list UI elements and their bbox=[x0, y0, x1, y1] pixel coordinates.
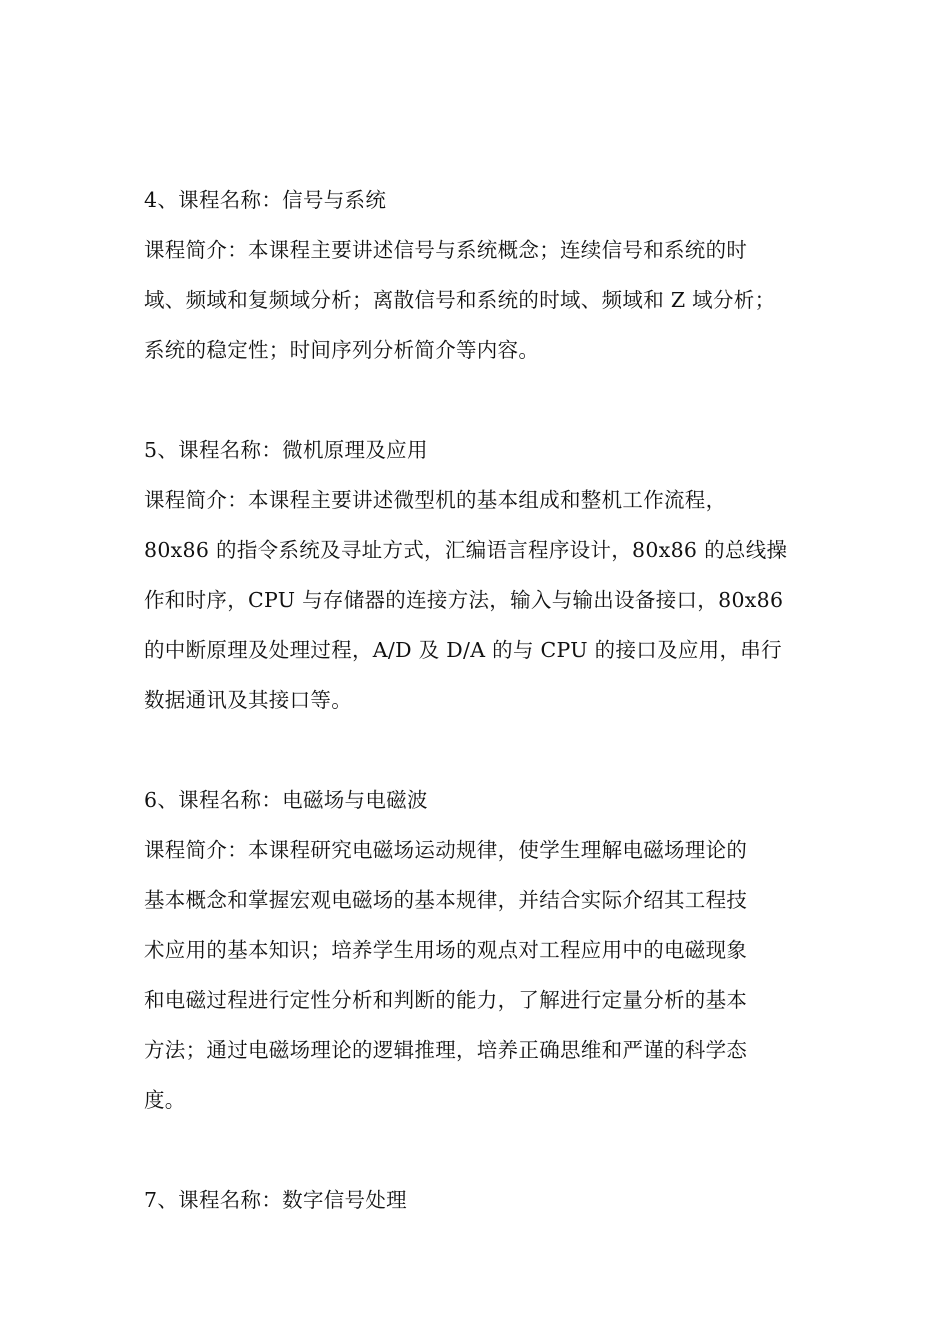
course-section-4 bbox=[144, 175, 824, 375]
course-description-line: 课程简介：本课程主要讲述微型机的基本组成和整机工作流程， bbox=[144, 488, 727, 512]
course-description-line: 课程简介：本课程主要讲述信号与系统概念；连续信号和系统的时 bbox=[144, 238, 748, 262]
document-page bbox=[144, 175, 824, 1275]
course-section-5 bbox=[144, 425, 824, 725]
course-description-line: 的中断原理及处理过程，A/D 及 D/A 的与 CPU 的接口及应用，串行 bbox=[144, 638, 782, 662]
course-description-line: 方法；通过电磁场理论的逻辑推理，培养正确思维和严谨的科学态 bbox=[144, 1038, 748, 1062]
course-description-line: 度。 bbox=[144, 1088, 186, 1112]
course-description-line: 数据通讯及其接口等。 bbox=[144, 688, 352, 712]
course-title: 5、课程名称：微机原理及应用 bbox=[144, 438, 428, 462]
course-description-line: 术应用的基本知识；培养学生用场的观点对工程应用中的电磁现象 bbox=[144, 938, 748, 962]
course-description-line: 基本概念和掌握宏观电磁场的基本规律，并结合实际介绍其工程技 bbox=[144, 888, 748, 912]
course-section-7 bbox=[144, 1175, 824, 1225]
course-description-line: 系统的稳定性；时间序列分析简介等内容。 bbox=[144, 338, 540, 362]
course-title: 7、课程名称：数字信号处理 bbox=[144, 1188, 407, 1212]
course-description-line: 80x86 的指令系统及寻址方式，汇编语言程序设计，80x86 的总线操 bbox=[144, 538, 788, 562]
course-description-line: 域、频域和复频域分析；离散信号和系统的时域、频域和 Z 域分析； bbox=[144, 288, 776, 312]
course-section-6 bbox=[144, 775, 824, 1125]
course-description-line: 和电磁过程进行定性分析和判断的能力，了解进行定量分析的基本 bbox=[144, 988, 748, 1012]
course-description-line: 课程简介：本课程研究电磁场运动规律，使学生理解电磁场理论的 bbox=[144, 838, 748, 862]
course-description-line: 作和时序，CPU 与存储器的连接方法，输入与输出设备接口，80x86 bbox=[144, 588, 784, 612]
course-title: 6、课程名称：电磁场与电磁波 bbox=[144, 788, 428, 812]
course-title: 4、课程名称：信号与系统 bbox=[144, 188, 387, 212]
